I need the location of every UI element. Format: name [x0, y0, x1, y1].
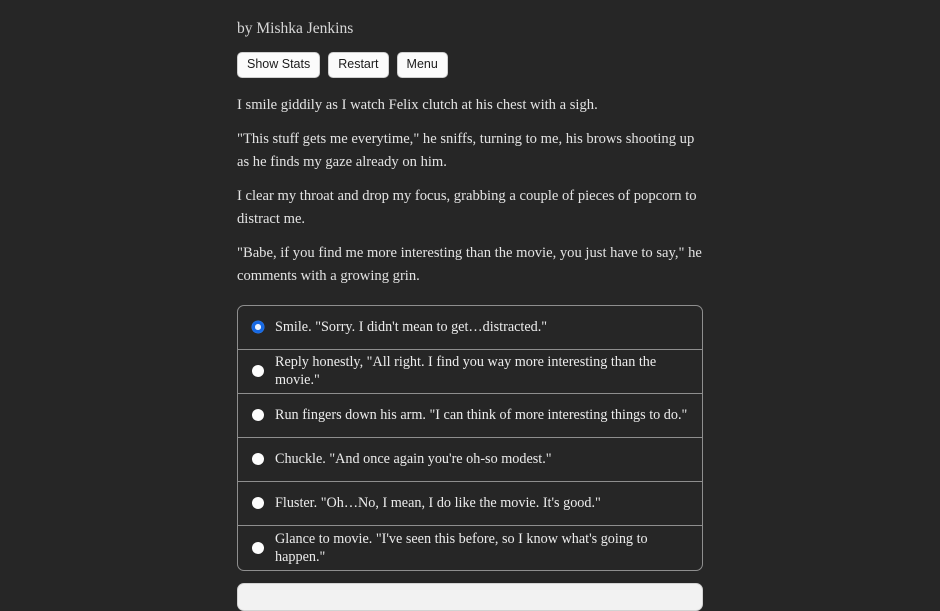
story-text [237, 94, 703, 288]
choice-option[interactable] [238, 482, 702, 526]
story-paragraph: I clear my throat and drop my focus, grabbing a couple of pieces of popcorn to distract me. [237, 187, 697, 227]
story-paragraph: "Babe, if you find me more interesting than the movie, you just have to say," he comments with a growing grin. [237, 244, 702, 284]
radio-unselected-icon[interactable] [252, 542, 264, 554]
choice-option-label: Fluster. "Oh…No, I mean, I do like the movie. It's good." [275, 495, 601, 511]
story-paragraph: "This stuff gets me everytime," he sniffs, turning to me, his brows shooting up as he finds my gaze already on him. [237, 130, 695, 170]
choice-list [237, 305, 703, 571]
radio-unselected-icon[interactable] [252, 497, 264, 509]
choice-option[interactable] [238, 438, 702, 482]
control-bar [237, 52, 703, 78]
choice-option-label: Smile. "Sorry. I didn't mean to get…distracted." [275, 319, 548, 335]
story-paragraph: I smile giddily as I watch Felix clutch at his chest with a sigh. [237, 96, 598, 113]
radio-selected-icon[interactable] [252, 321, 264, 333]
choice-option[interactable] [238, 350, 702, 394]
choice-option[interactable] [238, 306, 702, 350]
choice-option[interactable] [238, 526, 702, 570]
choice-option-label: Glance to movie. "I've seen this before, so I know what's going to happen." [275, 530, 648, 565]
story-byline: by Mishka Jenkins [237, 20, 354, 37]
choice-option-label: Reply honestly, "All right. I find you way more interesting than the movie." [275, 354, 657, 388]
restart-button[interactable]: Restart [328, 52, 388, 78]
radio-unselected-icon[interactable] [252, 365, 264, 377]
choice-option-label: Run fingers down his arm. "I can think of more interesting things to do." [275, 407, 688, 423]
choice-option[interactable] [238, 394, 702, 438]
show-stats-button[interactable]: Show Stats [237, 52, 320, 78]
menu-button[interactable]: Menu [397, 52, 448, 78]
choice-option-label: Chuckle. "And once again you're oh-so modest." [275, 451, 552, 467]
radio-unselected-icon[interactable] [252, 453, 264, 465]
content-column [237, 0, 703, 611]
next-button[interactable] [237, 583, 703, 611]
radio-unselected-icon[interactable] [252, 409, 264, 421]
